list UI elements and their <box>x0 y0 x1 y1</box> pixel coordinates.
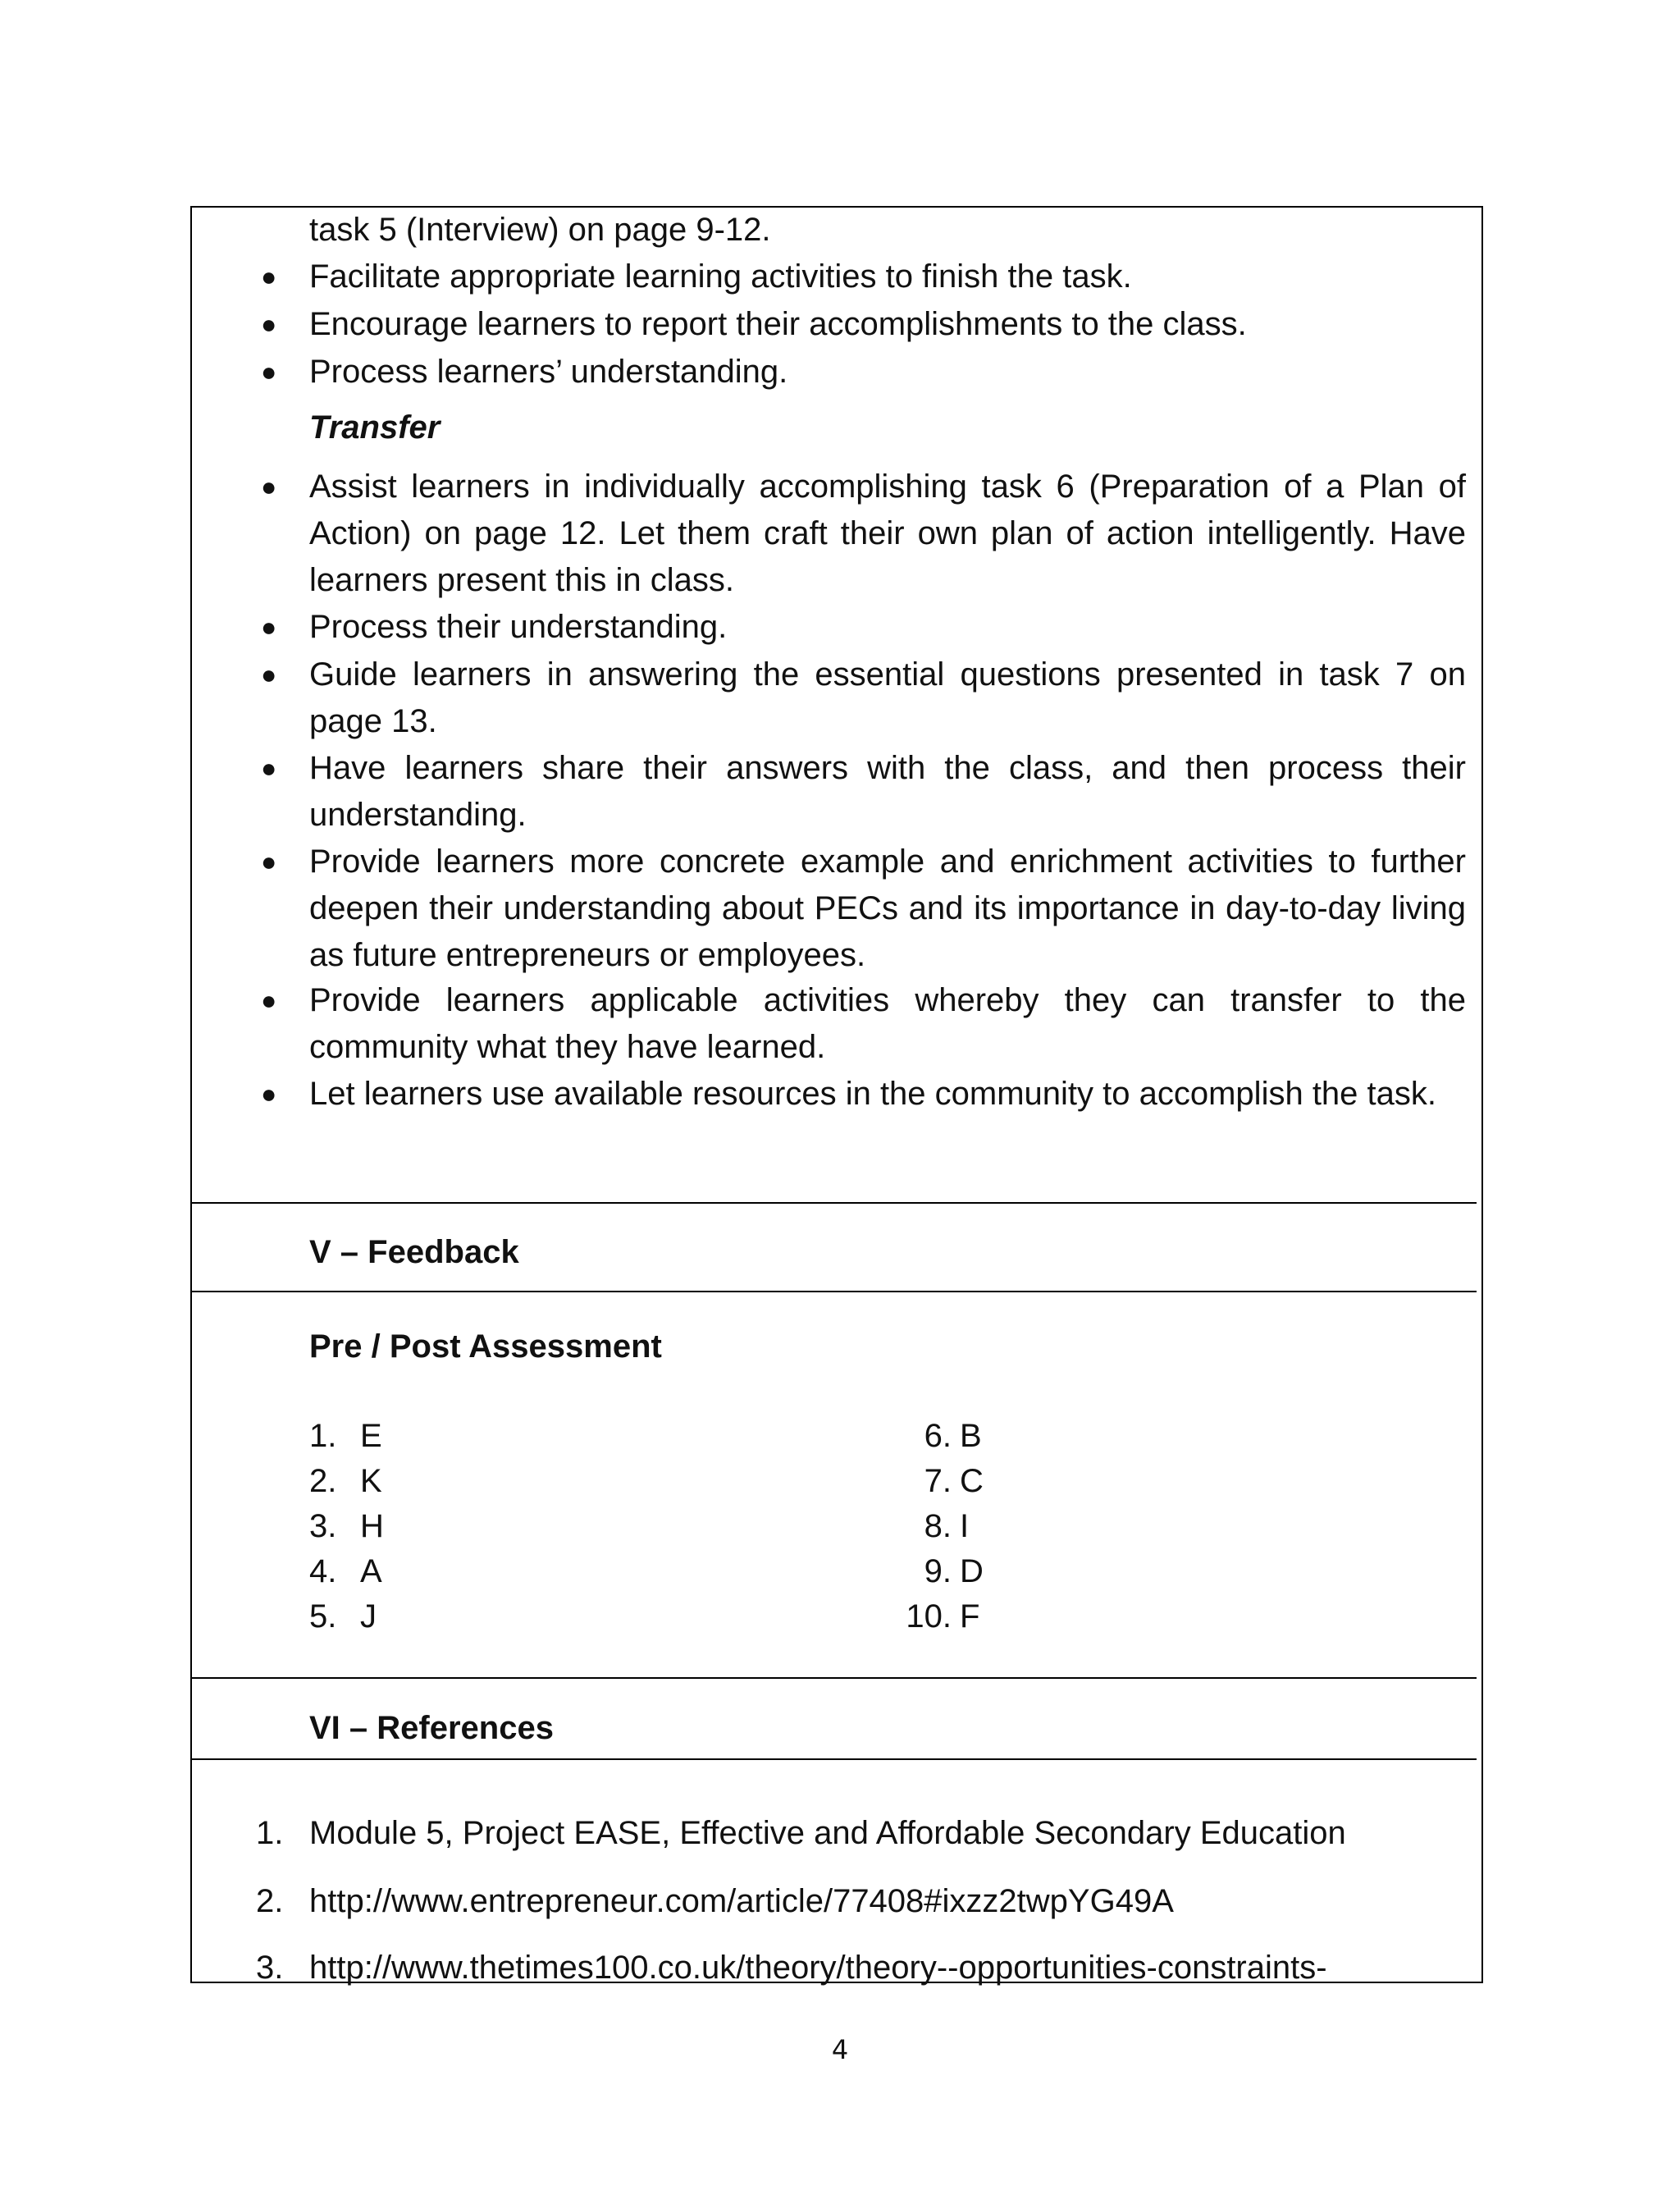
reference-item <box>256 1878 1174 1925</box>
list-item-text: Encourage learners to report their accomplishments to the class. <box>309 306 1247 342</box>
answer-item <box>897 1549 984 1594</box>
reference-number: 3. <box>256 1950 284 1986</box>
bullet-icon: ● <box>261 309 277 339</box>
bullet-icon: ● <box>261 472 277 501</box>
list-item-text: Provide learners more concrete example and enrichment activities to further deepen their understanding about PECs and its importance in day-to-day living as future entrepreneurs or employees. <box>309 844 1466 973</box>
feedback-heading: V – Feedback <box>309 1234 519 1270</box>
bullet-icon: ● <box>261 985 277 1015</box>
answer-number: 5. <box>309 1598 337 1634</box>
row-divider <box>192 1677 1477 1679</box>
answer-number: 2. <box>309 1463 337 1499</box>
list-item-text: Have learners share their answers with the class, and then process their understanding. <box>309 750 1466 833</box>
list-item-text: Process their understanding. <box>309 609 728 645</box>
reference-number: 1. <box>256 1815 284 1851</box>
list-item-text: Assist learners in individually accomplishing task 6 (Preparation of a Plan of Action) on page 12. Let them craft their own plan of action intelligently. Have learners present this in class. <box>309 469 1466 598</box>
answer-item <box>309 1549 382 1594</box>
row-divider <box>192 1758 1477 1760</box>
bullet-icon: ● <box>261 660 277 689</box>
list-item-text: Process learners’ understanding. <box>309 354 788 390</box>
bullet-icon: ● <box>261 847 277 876</box>
list-item-text: Guide learners in answering the essential questions presented in task 7 on page 13. <box>309 656 1466 739</box>
list-item-text: Let learners use available resources in the community to accomplish the task. <box>309 1076 1437 1112</box>
answer-letter: B <box>960 1418 982 1454</box>
answer-item <box>897 1414 982 1459</box>
answer-item <box>897 1504 969 1549</box>
continuation-line: task 5 (Interview) on page 9-12. <box>309 212 771 248</box>
answer-item <box>897 1594 979 1639</box>
bullet-icon: ● <box>261 753 277 783</box>
reference-item <box>256 1810 1346 1857</box>
page-number: 4 <box>831 2034 849 2065</box>
answer-number: 1. <box>309 1418 337 1454</box>
list-item-text: Provide learners applicable activities whereby they can transfer to the community what they have learned. <box>309 982 1466 1065</box>
answer-number: 8. <box>924 1508 952 1544</box>
reference-number: 2. <box>256 1883 284 1919</box>
reference-item <box>256 1945 1327 1991</box>
answer-item <box>309 1414 382 1459</box>
answer-number: 9. <box>924 1553 952 1589</box>
answer-letter: J <box>360 1598 377 1634</box>
answer-item <box>897 1459 984 1504</box>
answer-item <box>309 1459 382 1504</box>
bullet-icon: ● <box>261 612 277 642</box>
answer-letter: A <box>360 1553 382 1589</box>
answer-letter: H <box>360 1508 384 1544</box>
bullet-icon: ● <box>261 262 277 291</box>
answer-letter: K <box>360 1463 382 1499</box>
answer-number: 6. <box>924 1418 952 1454</box>
answer-letter: E <box>360 1418 382 1454</box>
references-heading: VI – References <box>309 1710 554 1746</box>
transfer-heading: Transfer <box>309 409 441 446</box>
reference-text: Module 5, Project EASE, Effective and Affordable Secondary Education <box>309 1815 1346 1851</box>
lesson-table <box>190 206 1483 1986</box>
answer-item <box>309 1594 377 1639</box>
answer-number: 7. <box>924 1463 952 1499</box>
row-divider <box>192 1202 1477 1204</box>
row-divider <box>192 1291 1477 1292</box>
reference-link[interactable]: http://www.entrepreneur.com/article/77408#ixzz2twpYG49A <box>309 1883 1174 1919</box>
reference-link[interactable]: http://www.thetimes100.co.uk/theory/theory--opportunities-constraints- <box>309 1950 1327 1986</box>
answer-letter: F <box>960 1598 980 1634</box>
bullet-icon: ● <box>261 1079 277 1109</box>
answer-letter: C <box>960 1463 984 1499</box>
answer-number: 4. <box>309 1553 337 1589</box>
bullet-icon: ● <box>261 357 277 386</box>
answer-item <box>309 1504 384 1549</box>
answer-letter: I <box>960 1508 970 1544</box>
answer-letter: D <box>960 1553 984 1589</box>
list-item-text: Facilitate appropriate learning activities to finish the task. <box>309 258 1132 295</box>
answer-number: 10. <box>906 1598 952 1634</box>
assessment-heading: Pre / Post Assessment <box>309 1328 662 1365</box>
answer-number: 3. <box>309 1508 337 1544</box>
